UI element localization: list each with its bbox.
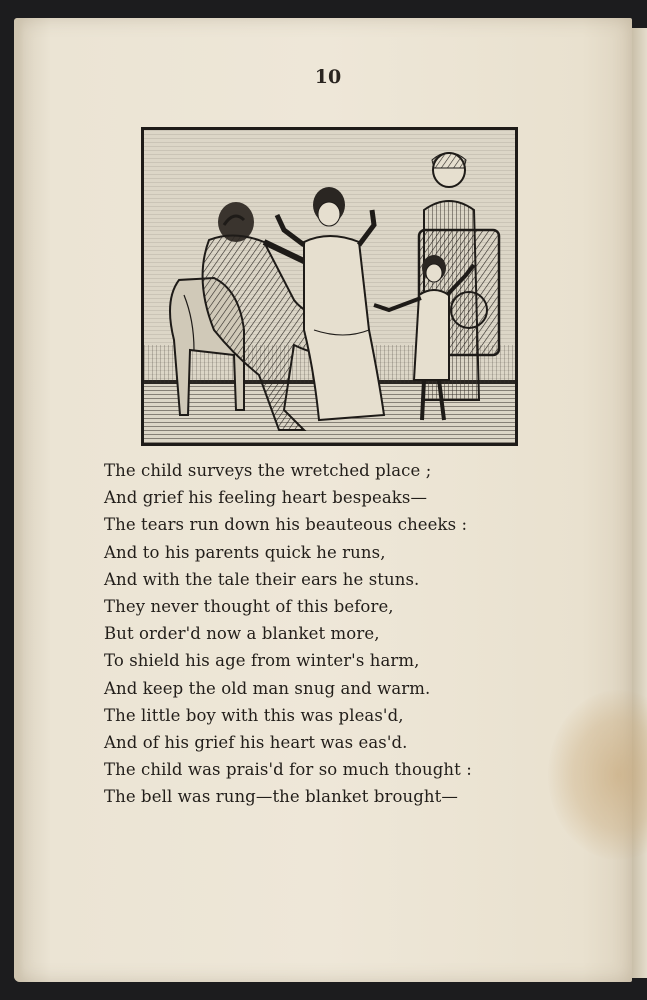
verse-line: They never thought of this before, — [104, 596, 394, 616]
verse-line: The bell was rung—the blanket brought— — [104, 787, 458, 807]
woodcut-scene-graphic — [144, 130, 515, 443]
verse-line: But order'd now a blanket more, — [104, 624, 380, 644]
verse-line: The little boy with this was pleas'd, — [104, 705, 404, 725]
verse-line: The child was prais'd for so much thought : — [104, 760, 472, 780]
verse-line: The child surveys the wretched place ; — [104, 461, 432, 480]
page-gutter-shadow — [14, 18, 24, 982]
verse-line: And keep the old man snug and warm. — [104, 678, 431, 698]
verse-text — [104, 457, 504, 810]
verse-line: And with the tale their ears he stuns. — [104, 569, 420, 589]
verse-line: The tears run down his beauteous cheeks : — [104, 515, 468, 535]
verse-line: And grief his feeling heart bespeaks— — [104, 488, 428, 508]
verse-line: And of his grief his heart was eas'd. — [104, 732, 408, 752]
woodcut-illustration — [141, 127, 518, 446]
page-number: 10 — [314, 66, 342, 88]
verse-line: To shield his age from winter's harm, — [104, 651, 420, 671]
verse-line: And to his parents quick he runs, — [104, 542, 386, 562]
